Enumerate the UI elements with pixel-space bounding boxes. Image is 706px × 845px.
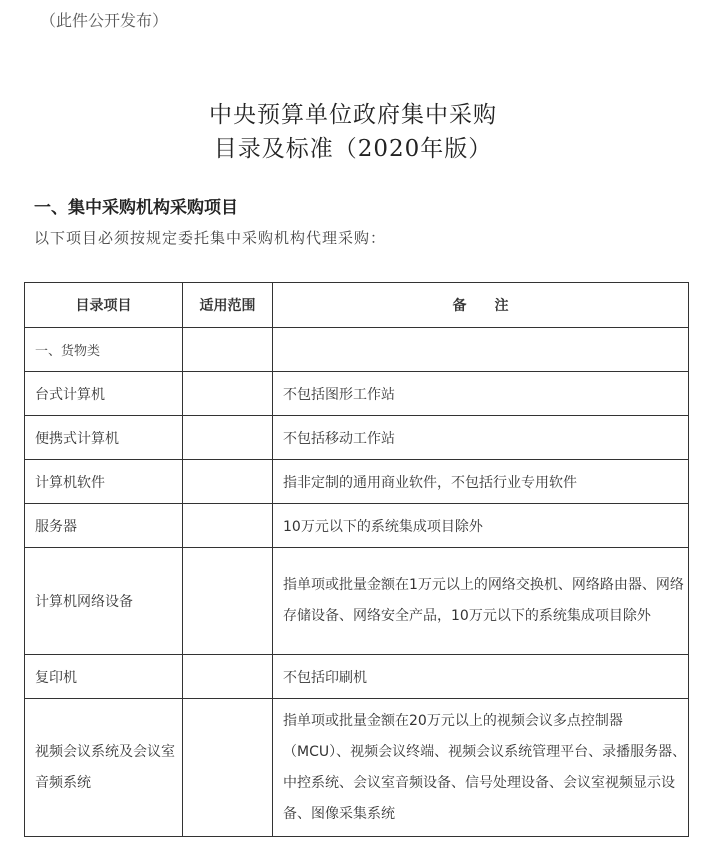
header-remarks: 备 注: [273, 283, 689, 328]
table-header-row: [25, 283, 689, 328]
table-row: [25, 699, 689, 837]
table-row: [25, 372, 689, 416]
table-row: [25, 328, 689, 372]
table-row: [25, 460, 689, 504]
scope-cell: [183, 372, 273, 416]
remarks-cell: 指单项或批量金额在20万元以上的视频会议多点控制器（MCU）、视频会议终端、视频会议系统管理平台、录播服务器、中控系统、会议室音频设备、信号处理设备、会议室视频显示设备、图像采集系统: [273, 699, 689, 837]
scope-cell: [183, 504, 273, 548]
item-cell: 视频会议系统及会议室音频系统: [25, 699, 183, 837]
table-row: [25, 655, 689, 699]
table-row: [25, 504, 689, 548]
item-cell: 计算机软件: [25, 460, 183, 504]
scope-cell: [183, 328, 273, 372]
remarks-cell: 不包括印刷机: [273, 655, 689, 699]
public-release-notice: （此件公开发布）: [40, 11, 169, 30]
item-cell: 便携式计算机: [25, 416, 183, 460]
remarks-cell: [273, 328, 689, 372]
header-scope: 适用范围: [183, 283, 273, 328]
remarks-cell: 10万元以下的系统集成项目除外: [273, 504, 689, 548]
scope-cell: [183, 655, 273, 699]
procurement-catalog-table: [24, 282, 689, 837]
scope-cell: [183, 699, 273, 837]
section-intro: 以下项目必须按规定委托集中采购机构代理采购：: [34, 229, 387, 247]
table-row: [25, 416, 689, 460]
document-title-line1: 中央预算单位政府集中采购: [209, 102, 497, 128]
section-heading: 一、集中采购机构采购项目: [34, 198, 238, 218]
category-label: 一、货物类: [25, 328, 183, 372]
item-cell: 复印机: [25, 655, 183, 699]
remarks-cell: 不包括图形工作站: [273, 372, 689, 416]
table-row: [25, 548, 689, 655]
scope-cell: [183, 548, 273, 655]
item-cell: 计算机网络设备: [25, 548, 183, 655]
header-item: 目录项目: [25, 283, 183, 328]
remarks-cell: 不包括移动工作站: [273, 416, 689, 460]
remarks-cell: 指非定制的通用商业软件，不包括行业专用软件: [273, 460, 689, 504]
item-cell: 台式计算机: [25, 372, 183, 416]
scope-cell: [183, 460, 273, 504]
item-cell: 服务器: [25, 504, 183, 548]
document-title-line2: 目录及标准（2020年版）: [213, 136, 493, 162]
remarks-cell: 指单项或批量金额在1万元以上的网络交换机、网络路由器、网络存储设备、网络安全产品，10万元以下的系统集成项目除外: [273, 548, 689, 655]
scope-cell: [183, 416, 273, 460]
